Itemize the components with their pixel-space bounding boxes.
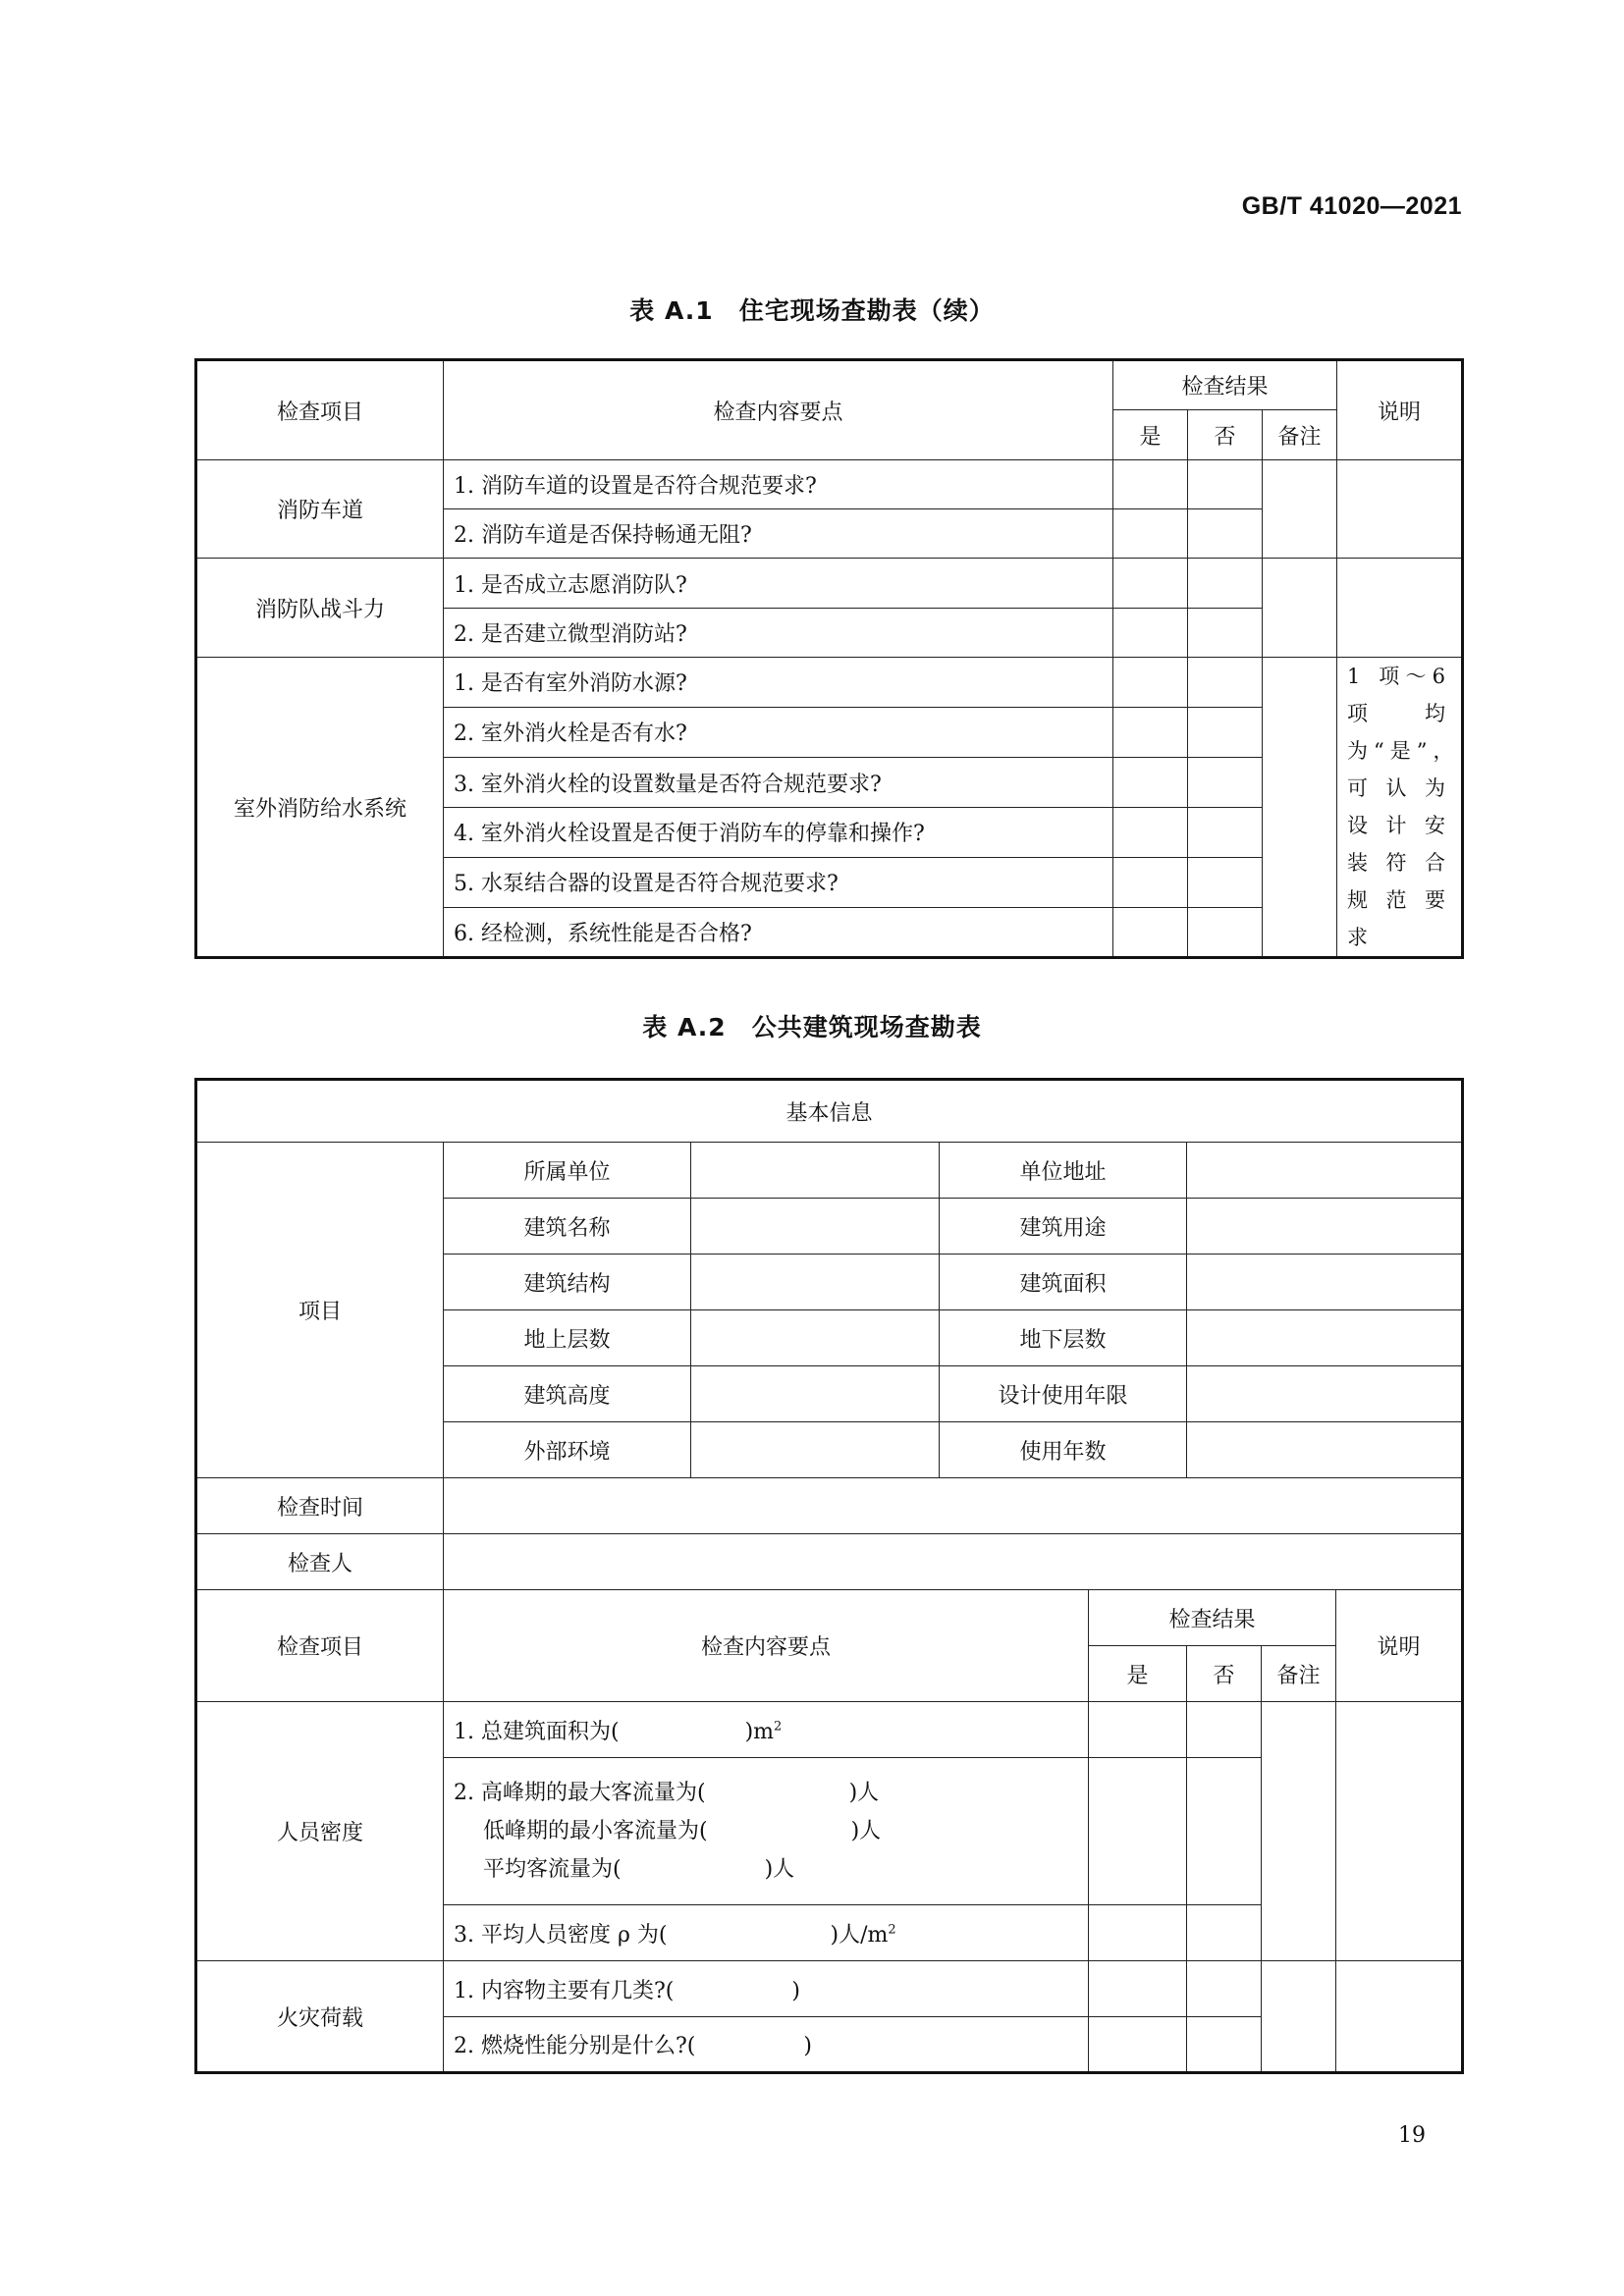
no-cell[interactable]	[1187, 1905, 1262, 1961]
remark-cell[interactable]	[1262, 1702, 1336, 1961]
header-content: 检查内容要点	[444, 1590, 1089, 1702]
standard-code: GB/T 41020—2021	[1241, 192, 1462, 220]
yes-cell[interactable]	[1113, 807, 1188, 857]
check-point: 6. 经检测，系统性能是否合格?	[444, 908, 1113, 958]
header-content: 检查内容要点	[444, 360, 1113, 460]
yes-cell[interactable]	[1089, 2017, 1187, 2073]
info-label: 地下层数	[940, 1310, 1187, 1366]
yes-cell[interactable]	[1089, 1961, 1187, 2017]
yes-cell[interactable]	[1113, 908, 1188, 958]
no-cell[interactable]	[1188, 857, 1263, 908]
note-cell	[1337, 460, 1463, 559]
no-cell[interactable]	[1187, 2017, 1262, 2073]
note-cell	[1336, 1702, 1463, 1961]
info-label: 建筑结构	[444, 1255, 691, 1310]
info-value[interactable]	[691, 1255, 940, 1310]
info-label: 外部环境	[444, 1422, 691, 1478]
info-label: 单位地址	[940, 1143, 1187, 1199]
info-value[interactable]	[691, 1143, 940, 1199]
info-label: 建筑名称	[444, 1199, 691, 1255]
yes-cell[interactable]	[1113, 609, 1188, 658]
note-cell	[1337, 559, 1463, 658]
yes-cell[interactable]	[1113, 559, 1188, 609]
group-item: 火灾荷载	[196, 1961, 444, 2073]
no-cell[interactable]	[1188, 807, 1263, 857]
group-item: 消防车道	[196, 460, 444, 559]
header-note: 说明	[1337, 360, 1463, 460]
header-item: 检查项目	[196, 1590, 444, 1702]
no-cell[interactable]	[1188, 758, 1263, 808]
check-point: 4. 室外消火栓设置是否便于消防车的停靠和操作?	[444, 807, 1113, 857]
header-result: 检查结果	[1089, 1590, 1336, 1646]
info-value[interactable]	[691, 1422, 940, 1478]
check-point: 1. 是否有室外消防水源?	[444, 658, 1113, 708]
info-label: 地上层数	[444, 1310, 691, 1366]
check-point: 2. 燃烧性能分别是什么?( )	[444, 2017, 1089, 2073]
header-remark: 备注	[1262, 1646, 1336, 1702]
yes-cell[interactable]	[1089, 1758, 1187, 1905]
inspector-value[interactable]	[444, 1534, 1463, 1590]
check-point: 1. 总建筑面积为( )$m^2$	[444, 1702, 1089, 1758]
yes-cell[interactable]	[1113, 460, 1188, 509]
check-point: 2. 是否建立微型消防站?	[444, 609, 1113, 658]
note-cell: 1 项～6 项均为“是”，可认为设计安装符合规范要求	[1337, 658, 1463, 958]
note-cell	[1336, 1961, 1463, 2073]
info-label: 使用年数	[940, 1422, 1187, 1478]
yes-cell[interactable]	[1113, 658, 1188, 708]
inspector-label: 检查人	[196, 1534, 444, 1590]
page-number: 19	[1398, 2123, 1426, 2148]
yes-cell[interactable]	[1113, 509, 1188, 559]
group-item: 消防队战斗力	[196, 559, 444, 658]
info-value[interactable]	[691, 1366, 940, 1422]
no-cell[interactable]	[1188, 658, 1263, 708]
no-cell[interactable]	[1188, 460, 1263, 509]
check-point: 3. 平均人员密度 ρ 为( )人$/m^2$	[444, 1905, 1089, 1961]
remark-cell[interactable]	[1263, 460, 1337, 559]
no-cell[interactable]	[1188, 559, 1263, 609]
check-point: 5. 水泵结合器的设置是否符合规范要求?	[444, 857, 1113, 908]
no-cell[interactable]	[1187, 1961, 1262, 2017]
header-remark: 备注	[1263, 410, 1337, 460]
check-point: 1. 内容物主要有几类?( )	[444, 1961, 1089, 2017]
group-item: 室外消防给水系统	[196, 658, 444, 958]
table-a1-caption: 表 A.1 住宅现场查勘表（续）	[629, 296, 995, 325]
no-cell[interactable]	[1188, 908, 1263, 958]
yes-cell[interactable]	[1089, 1702, 1187, 1758]
no-cell[interactable]	[1188, 707, 1263, 758]
check-point: 1. 是否成立志愿消防队?	[444, 559, 1113, 609]
group-item: 人员密度	[196, 1702, 444, 1961]
table-a2-caption: 表 A.2 公共建筑现场查勘表	[642, 1013, 982, 1041]
remark-cell[interactable]	[1263, 658, 1337, 958]
header-note: 说明	[1336, 1590, 1463, 1702]
check-point: 2. 高峰期的最大客流量为( )人 低峰期的最小客流量为( )人 平均客流量为( )人	[444, 1758, 1089, 1905]
header-item: 检查项目	[196, 360, 444, 460]
check-time-value[interactable]	[444, 1478, 1463, 1534]
yes-cell[interactable]	[1113, 758, 1188, 808]
info-value[interactable]	[1187, 1199, 1463, 1255]
check-point: 1. 消防车道的设置是否符合规范要求?	[444, 460, 1113, 509]
yes-cell[interactable]	[1113, 857, 1188, 908]
info-value[interactable]	[1187, 1143, 1463, 1199]
header-yes: 是	[1089, 1646, 1187, 1702]
header-no: 否	[1187, 1646, 1262, 1702]
yes-cell[interactable]	[1089, 1905, 1187, 1961]
info-value[interactable]	[691, 1199, 940, 1255]
info-value[interactable]	[1187, 1310, 1463, 1366]
info-label: 建筑高度	[444, 1366, 691, 1422]
table-a2	[194, 1078, 1464, 2074]
check-point: 2. 室外消火栓是否有水?	[444, 707, 1113, 758]
check-point: 2. 消防车道是否保持畅通无阻?	[444, 509, 1113, 559]
header-yes: 是	[1113, 410, 1188, 460]
check-point: 3. 室外消火栓的设置数量是否符合规范要求?	[444, 758, 1113, 808]
yes-cell[interactable]	[1113, 707, 1188, 758]
header-no: 否	[1188, 410, 1263, 460]
no-cell[interactable]	[1187, 1758, 1262, 1905]
info-label: 建筑用途	[940, 1199, 1187, 1255]
info-value[interactable]	[1187, 1255, 1463, 1310]
info-value[interactable]	[691, 1310, 940, 1366]
info-value[interactable]	[1187, 1422, 1463, 1478]
no-cell[interactable]	[1187, 1702, 1262, 1758]
no-cell[interactable]	[1188, 509, 1263, 559]
table-a1	[194, 358, 1464, 959]
info-label: 设计使用年限	[940, 1366, 1187, 1422]
info-label: 建筑面积	[940, 1255, 1187, 1310]
basic-info-header: 基本信息	[196, 1080, 1463, 1143]
header-result: 检查结果	[1113, 360, 1337, 410]
info-label: 所属单位	[444, 1143, 691, 1199]
info-value[interactable]	[1187, 1366, 1463, 1422]
item-label: 项目	[196, 1143, 444, 1478]
check-time-label: 检查时间	[196, 1478, 444, 1534]
remark-cell[interactable]	[1263, 559, 1337, 658]
no-cell[interactable]	[1188, 609, 1263, 658]
remark-cell[interactable]	[1262, 1961, 1336, 2073]
